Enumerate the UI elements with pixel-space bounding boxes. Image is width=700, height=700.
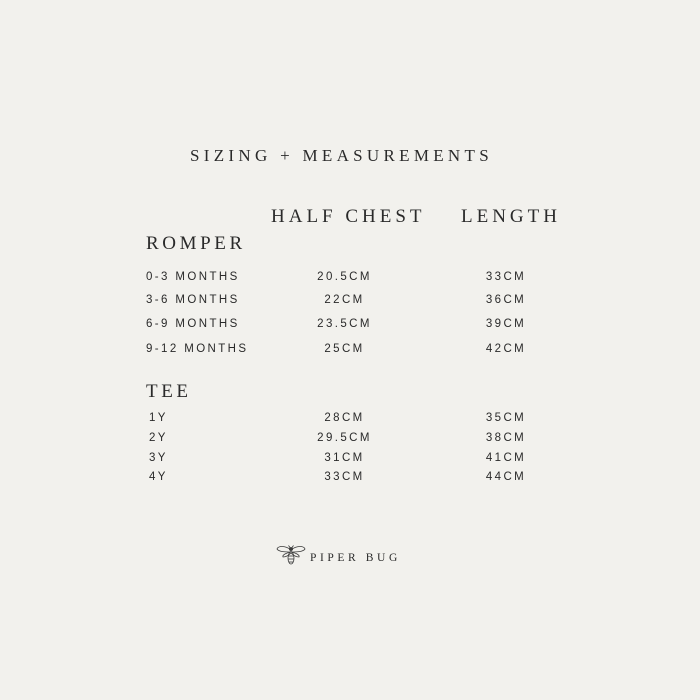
size-label: 0-3 MONTHS — [146, 271, 240, 283]
bee-icon — [276, 544, 306, 571]
size-label: 2Y — [149, 432, 168, 444]
length-value: 42CM — [485, 343, 527, 355]
section-romper-heading: ROMPER — [146, 233, 246, 254]
brand-logo — [276, 544, 401, 571]
header-length: LENGTH — [461, 206, 561, 227]
size-label: 6-9 MONTHS — [146, 318, 240, 330]
size-label: 9-12 MONTHS — [146, 343, 249, 355]
brand-name: PIPER BUG — [310, 551, 401, 564]
chest-value: 25CM — [324, 343, 365, 355]
size-label: 3-6 MONTHS — [146, 294, 240, 306]
chest-value: 22CM — [324, 294, 365, 306]
chest-value: 29.5CM — [317, 432, 372, 444]
chest-value: 20.5CM — [317, 271, 372, 283]
header-half-chest: HALF CHEST — [271, 206, 426, 227]
length-value: 35CM — [485, 412, 527, 424]
size-label: 3Y — [149, 452, 168, 464]
chest-value: 33CM — [324, 471, 365, 483]
length-value: 38CM — [485, 432, 527, 444]
chest-value: 28CM — [324, 412, 365, 424]
length-value: 33CM — [485, 271, 527, 283]
length-value: 36CM — [485, 294, 527, 306]
page-title: SIZING + MEASUREMENTS — [190, 146, 493, 165]
chest-value: 31CM — [324, 452, 365, 464]
size-label: 1Y — [149, 412, 168, 424]
chest-value: 23.5CM — [317, 318, 372, 330]
size-label: 4Y — [149, 471, 168, 483]
section-tee-heading: TEE — [146, 381, 192, 402]
length-value: 39CM — [485, 318, 527, 330]
length-value: 44CM — [485, 471, 527, 483]
length-value: 41CM — [485, 452, 527, 464]
